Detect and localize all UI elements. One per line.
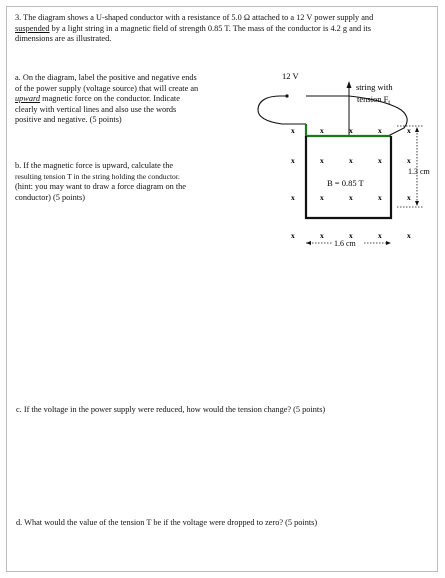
x-mark: x: [349, 231, 353, 240]
part-a-line-1: a. On the diagram, label the positive and negative ends: [15, 73, 197, 82]
part-c-question: c. If the voltage in the power supply were reduced, how would the tension change? (5 points): [16, 405, 326, 414]
intro-line-3: dimensions are as illustrated.: [15, 34, 112, 43]
x-mark: x: [291, 231, 295, 240]
terminal-dot: [285, 94, 288, 97]
x-mark: x: [291, 193, 295, 202]
x-mark: x: [320, 193, 324, 202]
part-a-line-3-rest: magnetic force on the conductor. Indicate: [40, 94, 180, 103]
x-mark: x: [378, 156, 382, 165]
string-label-2-text: tension F: [357, 94, 389, 104]
x-mark: x: [349, 156, 353, 165]
height-arrow-up-icon: [415, 127, 419, 132]
intro-underlined-word: suspended: [15, 23, 50, 33]
string-label-2: [357, 94, 390, 106]
intro-line-1: 3. The diagram shows a U-shaped conductor with a resistance of 5.0 Ω attached to a 12 V power supply and: [15, 13, 374, 22]
part-a-line-5: positive and negative. (5 points): [15, 115, 122, 124]
part-b-line-2: resulting tension T in the string holding the conductor.: [15, 172, 180, 181]
string-arrow-icon: [347, 81, 352, 88]
x-mark: x: [378, 231, 382, 240]
part-b-line-4: conductor) (5 points): [15, 192, 86, 202]
height-arrow-down-icon: [415, 201, 419, 206]
part-a-line-2: of the power supply (voltage source) that will create an: [15, 83, 199, 93]
x-mark: x: [407, 156, 411, 165]
x-mark: x: [291, 156, 295, 165]
part-a-emphasis: upward: [15, 94, 41, 103]
x-mark: x: [291, 126, 295, 135]
part-b-line-3: (hint: you may want to draw a force diagram on the: [15, 182, 186, 191]
supply-wire-left: [258, 96, 306, 124]
x-mark: x: [320, 126, 324, 135]
width-arrow-left-icon: [306, 241, 311, 245]
part-b-line-1: b. If the magnetic force is upward, calculate the: [15, 161, 174, 170]
x-mark: x: [407, 193, 411, 202]
width-label: 1.6 cm: [334, 239, 356, 248]
x-mark: x: [349, 126, 353, 135]
voltage-label: 12 V: [282, 71, 299, 81]
x-mark: x: [407, 126, 411, 135]
u-conductor: [306, 136, 391, 218]
x-mark: x: [320, 156, 324, 165]
intro-line-2-rest: by a light string in a magnetic field of strength 0.85 T. The mass of the conductor is 4.2 g and its: [49, 23, 372, 33]
x-mark: x: [320, 231, 324, 240]
x-mark: x: [378, 126, 382, 135]
x-mark: x: [407, 231, 411, 240]
string-label-subscript: t: [388, 100, 391, 106]
width-arrow-right-icon: [386, 241, 391, 245]
part-a-line-4: clearly with vertical lines and also use the words: [15, 104, 177, 114]
field-label: B = 0.85 T: [327, 178, 364, 188]
part-d-question: d. What would the value of the tension T be if the voltage were dropped to zero? (5 points): [16, 518, 318, 527]
height-label: 1.3 cm: [408, 167, 430, 176]
string-label-1: string with: [356, 82, 393, 92]
x-mark: x: [378, 193, 382, 202]
x-mark: x: [349, 193, 353, 202]
